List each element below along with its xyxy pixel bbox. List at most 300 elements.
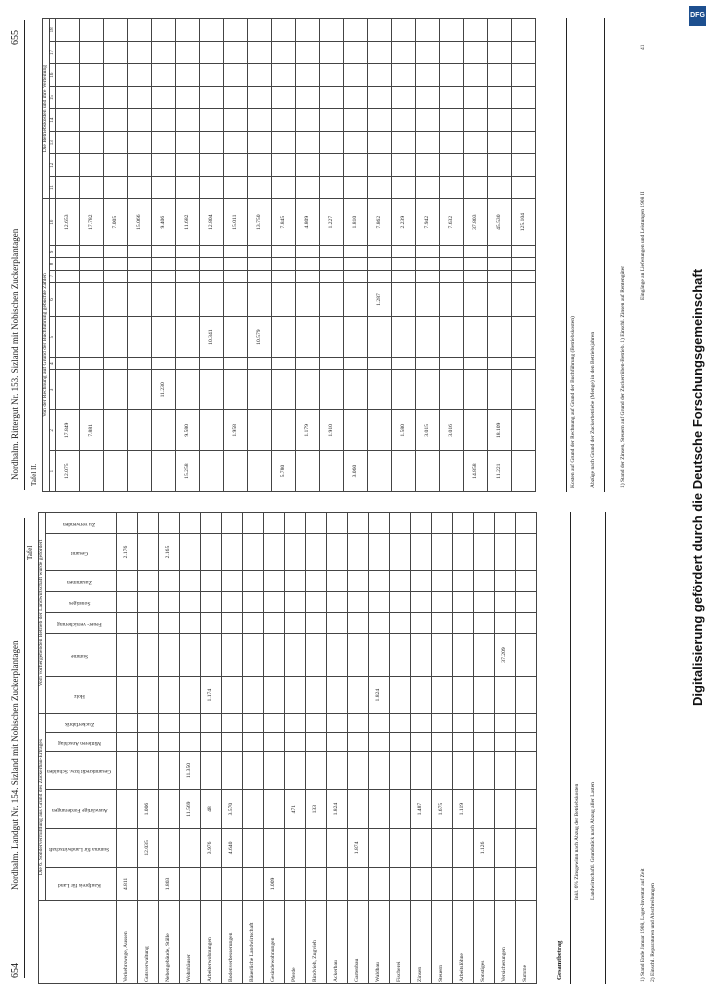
table-cell: 7.005 xyxy=(104,199,128,246)
table-cell xyxy=(272,270,296,282)
table-cell xyxy=(152,317,176,358)
table-row xyxy=(56,19,80,492)
table-cell xyxy=(368,633,389,676)
row-label: Waldbau xyxy=(368,901,389,984)
table-cell xyxy=(410,867,431,900)
table-cell xyxy=(392,41,416,64)
table-cell xyxy=(512,370,536,410)
table-cell xyxy=(179,570,200,591)
table-cell xyxy=(431,714,452,733)
table-cell xyxy=(242,591,263,612)
table-row xyxy=(248,19,272,492)
table-cell xyxy=(56,154,80,177)
table-cell xyxy=(158,513,179,534)
right-col-num: 17 xyxy=(49,41,55,64)
table-cell: 1.009 xyxy=(263,867,284,900)
table-cell xyxy=(515,732,536,751)
left-col-header xyxy=(45,612,116,633)
table-cell: 1.126 xyxy=(473,828,494,867)
table-cell xyxy=(296,451,320,492)
table-cell xyxy=(248,451,272,492)
table-cell xyxy=(224,370,248,410)
table-cell: 4.640 xyxy=(221,828,242,867)
table-cell xyxy=(263,732,284,751)
table-cell xyxy=(431,591,452,612)
table-cell xyxy=(242,534,263,571)
table-cell xyxy=(440,317,464,358)
table-cell xyxy=(158,677,179,714)
table-cell xyxy=(56,246,80,258)
row-label: Bodenverbesserungen xyxy=(221,901,242,984)
table-cell xyxy=(104,370,128,410)
table-cell xyxy=(272,358,296,370)
table-cell xyxy=(344,410,368,451)
table-cell xyxy=(392,86,416,109)
left-col-header xyxy=(45,867,116,900)
table-cell xyxy=(200,131,224,154)
table-cell xyxy=(392,177,416,199)
table-cell xyxy=(344,154,368,177)
right-note-1: Kosten auf Grund der Rechnung auf Grund der Buchführung (Betriebskosten) xyxy=(570,316,576,488)
table-cell xyxy=(320,246,344,258)
table-cell xyxy=(410,714,431,733)
table-cell xyxy=(176,358,200,370)
table-cell: 2.165 xyxy=(158,534,179,571)
table-cell xyxy=(464,258,488,270)
table-cell xyxy=(389,867,410,900)
table-cell xyxy=(320,109,344,132)
table-cell xyxy=(158,612,179,633)
table-cell xyxy=(221,534,242,571)
table-cell xyxy=(452,828,473,867)
table-cell xyxy=(515,828,536,867)
table-cell xyxy=(488,41,512,64)
table-cell xyxy=(116,612,137,633)
table-cell xyxy=(200,270,224,282)
table-cell: 37.803 xyxy=(464,199,488,246)
table-cell xyxy=(200,714,221,733)
table-cell xyxy=(368,410,392,451)
right-col-num: 9 xyxy=(49,246,55,258)
table-cell xyxy=(473,751,494,790)
table-cell xyxy=(452,867,473,900)
table-cell xyxy=(242,633,263,676)
table-cell xyxy=(242,751,263,790)
table-cell xyxy=(488,246,512,258)
table-cell xyxy=(473,677,494,714)
table-cell: 1.803 xyxy=(158,867,179,900)
table-cell xyxy=(104,258,128,270)
table-cell xyxy=(389,633,410,676)
table-cell xyxy=(410,513,431,534)
left-col-header xyxy=(45,633,116,676)
table-cell xyxy=(494,867,515,900)
table-cell xyxy=(452,570,473,591)
table-cell xyxy=(368,317,392,358)
table-cell: 11.682 xyxy=(176,199,200,246)
table-cell xyxy=(179,714,200,733)
table-cell xyxy=(512,41,536,64)
left-col-header xyxy=(45,828,116,867)
table-cell xyxy=(116,751,137,790)
row-label: Rindvieh, Zugvieh xyxy=(305,901,326,984)
table-cell: 17.782 xyxy=(80,199,104,246)
table-cell xyxy=(242,570,263,591)
table-cell xyxy=(452,677,473,714)
table-cell xyxy=(512,410,536,451)
table-cell xyxy=(152,131,176,154)
table-cell xyxy=(464,370,488,410)
table-cell: 1.487 xyxy=(410,790,431,829)
table-cell xyxy=(104,86,128,109)
table-cell xyxy=(368,714,389,733)
table-cell xyxy=(200,633,221,676)
table-cell xyxy=(152,154,176,177)
table-cell xyxy=(116,570,137,591)
table-cell xyxy=(368,358,392,370)
table-cell xyxy=(272,19,296,42)
table-cell xyxy=(440,154,464,177)
table-cell xyxy=(512,86,536,109)
table-cell xyxy=(137,570,158,591)
table-cell xyxy=(248,270,272,282)
table-cell xyxy=(221,570,242,591)
right-col-group-1: Von der Rechnung auf Grund der Buchführung gebuchte Zahlen xyxy=(43,199,50,492)
table-cell xyxy=(137,714,158,733)
table-cell xyxy=(56,370,80,410)
table-cell xyxy=(305,714,326,733)
table-cell xyxy=(224,177,248,199)
table-row xyxy=(158,513,179,984)
table-cell xyxy=(248,177,272,199)
table-cell xyxy=(347,513,368,534)
table-cell xyxy=(176,131,200,154)
table-cell xyxy=(368,246,392,258)
left-col-header xyxy=(45,732,116,751)
table-cell xyxy=(296,270,320,282)
table-cell xyxy=(347,633,368,676)
table-cell xyxy=(347,612,368,633)
table-cell xyxy=(440,131,464,154)
table-cell xyxy=(158,570,179,591)
table-cell xyxy=(116,828,137,867)
table-row xyxy=(440,19,464,492)
table-cell xyxy=(80,451,104,492)
table-cell xyxy=(473,591,494,612)
table-cell xyxy=(392,64,416,87)
table-cell xyxy=(248,258,272,270)
table-cell xyxy=(248,410,272,451)
table-cell xyxy=(152,109,176,132)
right-col-num: 18 xyxy=(49,19,55,42)
right-footer-number: 41 xyxy=(640,44,646,50)
table-cell xyxy=(152,258,176,270)
table-cell xyxy=(158,633,179,676)
right-table-body xyxy=(56,19,536,492)
table-cell xyxy=(389,513,410,534)
table-cell xyxy=(200,177,224,199)
table-cell xyxy=(452,751,473,790)
table-cell xyxy=(512,246,536,258)
table-cell xyxy=(221,633,242,676)
table-cell xyxy=(452,633,473,676)
right-col-num: 5 xyxy=(49,317,55,358)
table-cell xyxy=(320,154,344,177)
table-cell xyxy=(488,282,512,317)
table-cell xyxy=(392,370,416,410)
table-cell xyxy=(452,612,473,633)
table-cell xyxy=(116,633,137,676)
table-cell xyxy=(392,258,416,270)
table-cell xyxy=(263,612,284,633)
table-cell xyxy=(512,358,536,370)
left-total-label: Gesamtbetrag xyxy=(556,940,563,980)
table-cell xyxy=(416,41,440,64)
table-cell xyxy=(221,714,242,733)
table-cell xyxy=(152,270,176,282)
table-cell xyxy=(494,732,515,751)
table-cell xyxy=(464,109,488,132)
table-cell xyxy=(410,677,431,714)
table-cell xyxy=(179,513,200,534)
left-col-group-2: Vom vorhergehenden Betrieb der Landwirtschaft wurde gefördert xyxy=(39,513,46,714)
table-cell xyxy=(272,86,296,109)
table-row xyxy=(263,513,284,984)
table-row xyxy=(488,19,512,492)
table-cell: 7.942 xyxy=(416,199,440,246)
table-cell xyxy=(464,410,488,451)
left-col-header xyxy=(45,677,116,714)
table-cell xyxy=(224,41,248,64)
table-cell xyxy=(347,714,368,733)
table-cell xyxy=(515,534,536,571)
row-label: Ackerbau xyxy=(326,901,347,984)
table-row xyxy=(431,513,452,984)
table-cell xyxy=(416,86,440,109)
table-cell xyxy=(242,790,263,829)
table-cell xyxy=(224,451,248,492)
table-cell xyxy=(116,677,137,714)
table-cell xyxy=(440,177,464,199)
table-cell xyxy=(272,131,296,154)
right-col-num: 11 xyxy=(49,177,55,199)
table-cell xyxy=(347,677,368,714)
table-cell xyxy=(248,64,272,87)
table-cell xyxy=(452,714,473,733)
table-cell: 3.016 xyxy=(440,410,464,451)
table-cell xyxy=(494,677,515,714)
table-cell xyxy=(104,109,128,132)
table-cell xyxy=(512,109,536,132)
table-cell xyxy=(80,270,104,282)
table-cell xyxy=(200,732,221,751)
table-cell: 7.881 xyxy=(80,410,104,451)
table-cell xyxy=(128,410,152,451)
table-cell xyxy=(464,317,488,358)
table-cell xyxy=(137,612,158,633)
table-cell xyxy=(104,410,128,451)
table-cell xyxy=(158,591,179,612)
table-cell xyxy=(512,64,536,87)
table-cell xyxy=(137,867,158,900)
table-cell: 9.406 xyxy=(152,199,176,246)
row-label: Pferde xyxy=(284,901,305,984)
table-cell xyxy=(200,370,224,410)
table-cell: 133 xyxy=(305,790,326,829)
table-cell xyxy=(284,513,305,534)
table-cell xyxy=(431,612,452,633)
table-cell xyxy=(116,591,137,612)
table-cell xyxy=(224,86,248,109)
table-cell xyxy=(80,177,104,199)
table-cell: 4.811 xyxy=(116,867,137,900)
table-cell xyxy=(389,751,410,790)
table-cell xyxy=(368,258,392,270)
right-table-label: Tafel II. xyxy=(30,463,38,486)
table-cell xyxy=(368,86,392,109)
row-label: Versicherungen xyxy=(494,901,515,984)
table-cell xyxy=(242,513,263,534)
table-cell: 11.221 xyxy=(488,451,512,492)
left-col-header-label: Auswärtige Forderungen xyxy=(51,807,108,814)
table-cell xyxy=(431,828,452,867)
right-data-table xyxy=(42,18,536,492)
table-cell xyxy=(392,358,416,370)
table-cell: 18.109 xyxy=(488,410,512,451)
table-cell xyxy=(296,358,320,370)
table-cell xyxy=(104,270,128,282)
table-cell xyxy=(272,64,296,87)
left-data-table xyxy=(38,512,537,984)
table-cell: 3.015 xyxy=(416,410,440,451)
table-cell xyxy=(179,612,200,633)
row-label: Bäuerliche Landwirtschaft xyxy=(242,901,263,984)
table-cell xyxy=(305,633,326,676)
table-cell xyxy=(389,570,410,591)
row-label: Gesindewohnungen xyxy=(263,901,284,984)
table-cell xyxy=(431,513,452,534)
table-cell xyxy=(440,109,464,132)
table-cell xyxy=(152,282,176,317)
table-cell xyxy=(440,19,464,42)
table-cell xyxy=(431,867,452,900)
table-cell xyxy=(179,867,200,900)
table-cell: 7.632 xyxy=(440,199,464,246)
table-cell xyxy=(326,751,347,790)
table-cell xyxy=(284,732,305,751)
table-cell: 1.810 xyxy=(344,199,368,246)
table-cell xyxy=(80,109,104,132)
table-cell xyxy=(200,282,224,317)
table-cell xyxy=(389,714,410,733)
table-row xyxy=(128,19,152,492)
table-cell: 1.824 xyxy=(368,677,389,714)
table-cell xyxy=(179,828,200,867)
table-cell xyxy=(80,86,104,109)
table-cell xyxy=(320,19,344,42)
table-cell xyxy=(512,258,536,270)
table-cell xyxy=(494,534,515,571)
right-col-num: 3 xyxy=(49,370,55,410)
table-cell xyxy=(326,867,347,900)
table-cell: 11.350 xyxy=(179,751,200,790)
left-col-header xyxy=(45,534,116,571)
table-cell xyxy=(416,177,440,199)
left-col-header xyxy=(45,714,116,733)
table-cell xyxy=(494,612,515,633)
table-cell xyxy=(344,282,368,317)
table-row xyxy=(176,19,200,492)
table-cell xyxy=(80,41,104,64)
table-cell xyxy=(128,64,152,87)
table-cell xyxy=(416,64,440,87)
table-cell xyxy=(326,677,347,714)
table-cell: 48 xyxy=(200,790,221,829)
table-cell xyxy=(221,513,242,534)
table-cell: 1.287 xyxy=(368,282,392,317)
table-cell xyxy=(440,451,464,492)
table-cell xyxy=(344,64,368,87)
table-cell xyxy=(368,570,389,591)
table-cell xyxy=(305,591,326,612)
table-cell xyxy=(221,677,242,714)
table-cell xyxy=(326,570,347,591)
table-cell xyxy=(320,258,344,270)
table-cell xyxy=(305,751,326,790)
table-cell xyxy=(104,131,128,154)
table-cell xyxy=(248,154,272,177)
table-cell xyxy=(104,41,128,64)
table-cell xyxy=(56,282,80,317)
table-cell xyxy=(431,677,452,714)
left-col-header xyxy=(45,513,116,534)
table-cell xyxy=(320,41,344,64)
table-cell xyxy=(305,570,326,591)
table-row xyxy=(515,513,536,984)
table-cell xyxy=(473,612,494,633)
table-cell xyxy=(392,317,416,358)
right-col-num: 15 xyxy=(49,86,55,109)
table-cell xyxy=(56,317,80,358)
table-cell xyxy=(224,270,248,282)
table-cell xyxy=(488,154,512,177)
table-cell xyxy=(440,282,464,317)
table-cell xyxy=(440,270,464,282)
table-row xyxy=(104,19,128,492)
table-cell xyxy=(320,317,344,358)
table-cell xyxy=(512,177,536,199)
right-col-num: 16 xyxy=(49,64,55,87)
table-cell xyxy=(368,751,389,790)
table-cell xyxy=(347,790,368,829)
row-label: Verkehrswege, Aussen xyxy=(116,901,137,984)
table-cell xyxy=(431,732,452,751)
table-cell xyxy=(200,410,224,451)
table-cell xyxy=(515,591,536,612)
table-cell xyxy=(221,751,242,790)
table-cell xyxy=(152,246,176,258)
table-cell xyxy=(440,41,464,64)
left-col-header-label: Zusammen xyxy=(67,578,92,585)
table-cell xyxy=(515,751,536,790)
table-cell xyxy=(224,258,248,270)
table-cell xyxy=(158,828,179,867)
table-cell xyxy=(116,714,137,733)
right-col-num: 2 xyxy=(49,410,55,451)
table-cell xyxy=(392,246,416,258)
table-cell xyxy=(128,451,152,492)
table-cell xyxy=(224,317,248,358)
